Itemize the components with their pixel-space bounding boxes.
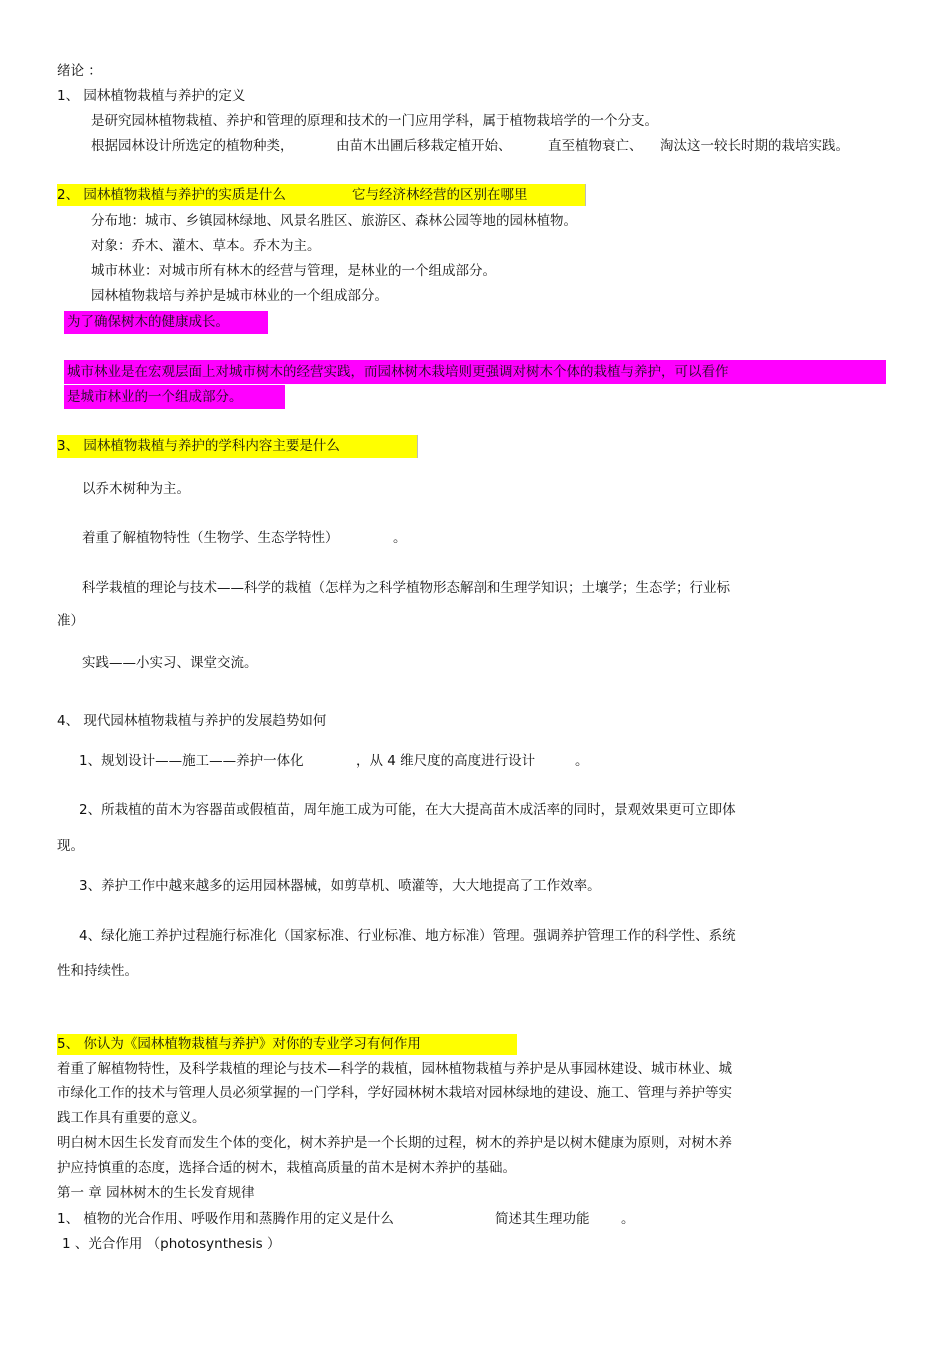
q3-line-3b: 准） xyxy=(57,613,84,629)
q3-line-1: 以乔木树种为主。 xyxy=(82,481,190,497)
chapter-1-question-1c: 。 xyxy=(621,1211,635,1227)
q3-line-2b: 。 xyxy=(393,530,407,546)
q1-paragraph-2c: 直至植物衰亡、 xyxy=(548,138,643,154)
q5-paragraph-1: 着重了解植物特性，及科学栽植的理论与技术—科学的栽植，园林植物栽植与养护是从事园林建设、城市林业、城 xyxy=(57,1061,732,1077)
q2-title-b: 它与经济林经营的区别在哪里 xyxy=(352,187,528,203)
chapter-1-question-1a: 1、 植物的光合作用、呼吸作用和蒸腾作用的定义是什么 xyxy=(57,1211,394,1227)
q4-item-1a: 1、规划设计——施工——养护一体化 xyxy=(79,753,304,769)
q1-title: 1、 园林植物栽植与养护的定义 xyxy=(57,88,246,104)
q1-paragraph-1: 是研究园林植物栽植、养护和管理的原理和技术的一门应用学科，属于植物栽培学的一个分支。 xyxy=(91,113,658,129)
q2-line-1: 分布地：城市、乡镇园林绿地、风景名胜区、旅游区、森林公园等地的园林植物。 xyxy=(91,213,577,229)
q4-item-3: 3、养护工作中越来越多的运用园林器械，如剪草机、喷灌等，大大地提高了工作效率。 xyxy=(79,878,601,894)
q2-line-2: 对象：乔木、灌木、草本。乔木为主。 xyxy=(91,238,321,254)
q2-line-4: 园林植物栽培与养护是城市林业的一个组成部分。 xyxy=(91,288,388,304)
q3-title: 3、 园林植物栽植与养护的学科内容主要是什么 xyxy=(57,438,340,454)
q4-title: 4、 现代园林植物栽植与养护的发展趋势如何 xyxy=(57,713,327,729)
q3-line-4: 实践——小实习、课堂交流。 xyxy=(82,655,258,671)
q4-item-2b: 现。 xyxy=(57,838,84,854)
q4-item-2: 2、所栽植的苗木为容器苗或假植苗，周年施工成为可能，在大大提高苗木成活率的同时，景观效果更可立即体 xyxy=(79,802,736,818)
q5-title: 5、 你认为《园林植物栽植与养护》对你的专业学习有何作用 xyxy=(57,1036,421,1052)
q2-title-a: 2、 园林植物栽植与养护的实质是什么 xyxy=(57,187,286,203)
q2-note-1: 为了确保树木的健康成长。 xyxy=(67,314,229,330)
q4-item-4b: 性和持续性。 xyxy=(57,963,138,979)
q1-paragraph-2b: 由苗木出圃后移栽定植开始、 xyxy=(336,138,512,154)
q4-item-4: 4、绿化施工养护过程施行标准化（国家标准、行业标准、地方标准）管理。强调养护管理工作的科学性、系统 xyxy=(79,928,736,944)
q2-note-2b: 是城市林业的一个组成部分。 xyxy=(67,389,243,405)
q5-paragraph-2: 市绿化工作的技术与管理人员必须掌握的一门学科，学好园林树木栽培对园林绿地的建设、施工、管理与养护等实 xyxy=(57,1085,732,1101)
q4-item-1c: 。 xyxy=(575,753,589,769)
q1-paragraph-2a: 根据园林设计所选定的植物种类， xyxy=(91,138,294,154)
q3-line-3: 科学栽植的理论与技术——科学的栽植（怎样为之科学植物形态解剖和生理学知识；土壤学；生态学；行业标 xyxy=(82,580,730,596)
q3-line-2a: 着重了解植物特性（生物学、生态学特性） xyxy=(82,530,339,546)
q5-paragraph-3: 践工作具有重要的意义。 xyxy=(57,1110,206,1126)
chapter-1-title: 第一 章 园林树木的生长发育规律 xyxy=(57,1185,255,1201)
q2-line-3: 城市林业：对城市所有林木的经营与管理，是林业的一个组成部分。 xyxy=(91,263,496,279)
chapter-1-question-1b: 简述其生理功能 xyxy=(495,1211,590,1227)
q5-paragraph-5: 护应持慎重的态度，选择合适的树木，栽植高质量的苗木是树木养护的基础。 xyxy=(57,1160,516,1176)
q5-paragraph-4: 明白树木因生长发育而发生个体的变化，树木养护是一个长期的过程，树木的养护是以树木健康为原则，对树木养 xyxy=(57,1135,732,1151)
q2-note-2a: 城市林业是在宏观层面上对城市树木的经营实践，而园林树木栽培则更强调对树木个体的栽植与养护，可以看作 xyxy=(67,364,729,380)
intro-heading: 绪论 ： xyxy=(57,63,102,79)
chapter-1-subheading-1: 1 、光合作用 （photosynthesis ） xyxy=(62,1236,281,1252)
q1-paragraph-2d: 淘汰这一较长时期的栽培实践。 xyxy=(660,138,849,154)
q4-item-1b: ，从 4 维尺度的高度进行设计 xyxy=(356,753,536,769)
